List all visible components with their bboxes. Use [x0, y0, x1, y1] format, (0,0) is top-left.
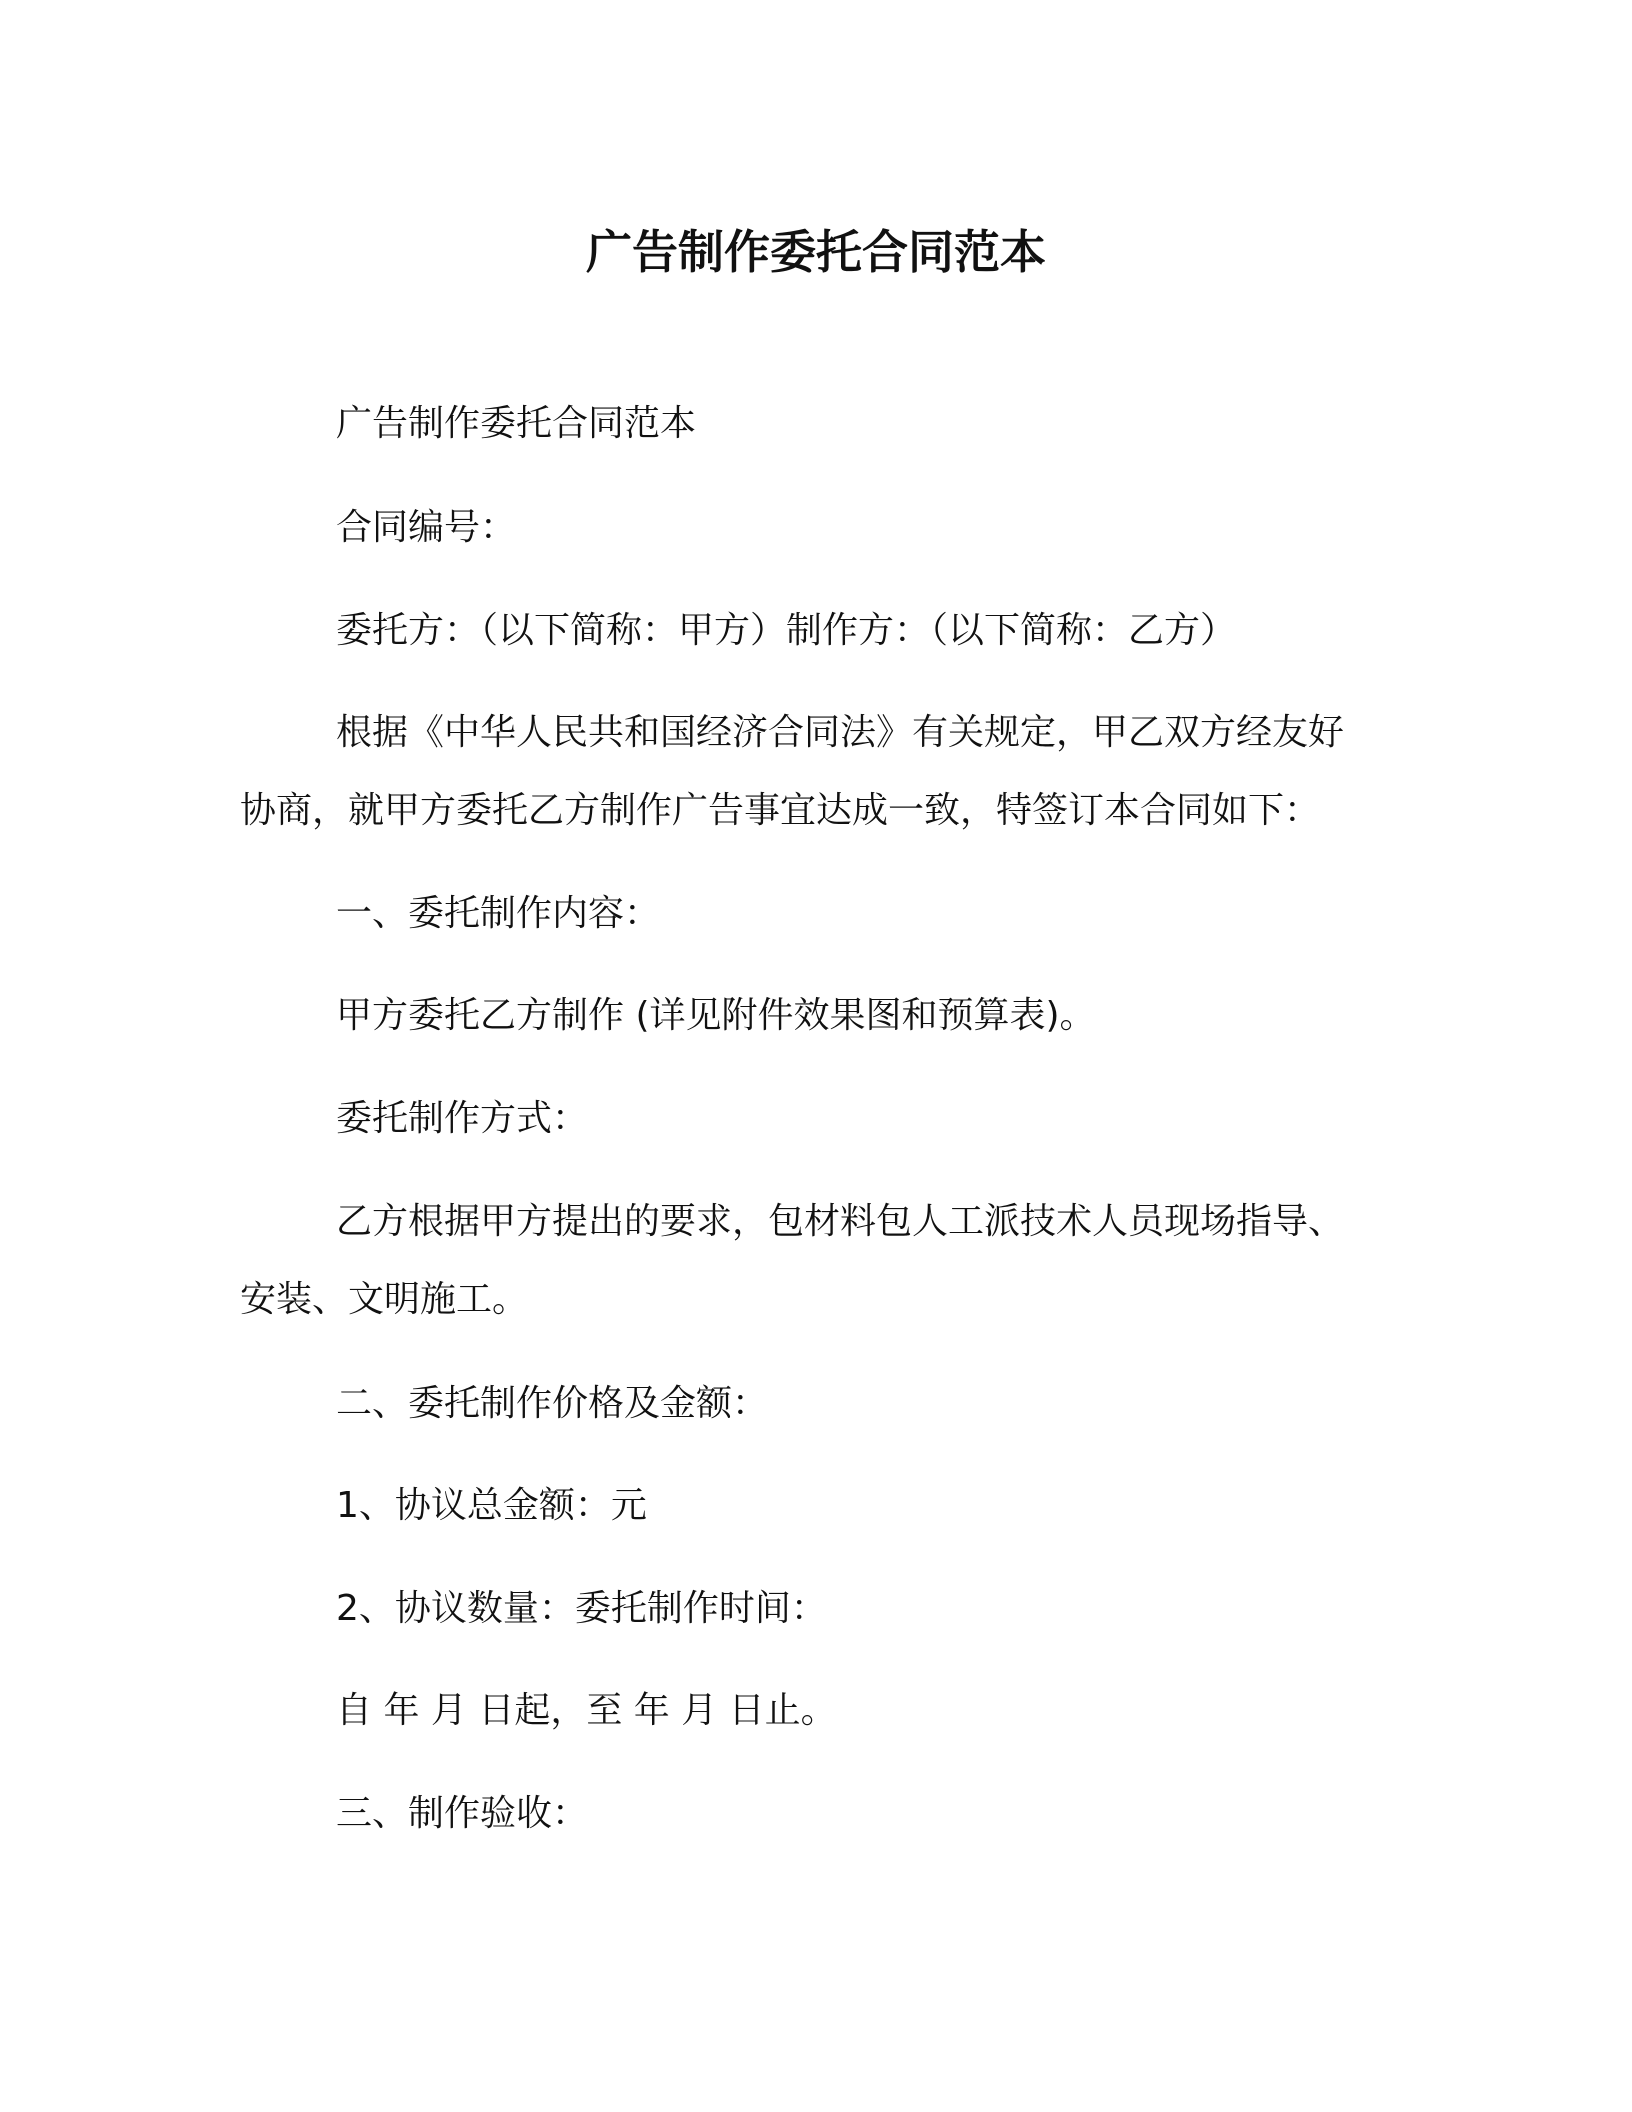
paragraph-preamble: [240, 694, 1390, 850]
paragraph-quantity-time: 2、协议数量：委托制作时间：: [336, 1588, 827, 1629]
section-heading-1: 一、委托制作内容：: [336, 893, 661, 934]
paragraph-content-detail: 甲方委托乙方制作 (详见附件效果图和预算表)。: [336, 995, 1096, 1036]
paragraph-preamble-line-2: 协商，就甲方委托乙方制作广告事宜达成一致，特签订本合同如下：: [240, 790, 1321, 831]
paragraph-parties: 委托方：（以下简称：甲方）制作方：（以下简称：乙方）: [336, 610, 1237, 651]
document-title: 广告制作委托合同范本: [586, 225, 1046, 279]
paragraph-total-amount: 1、协议总金额：元: [336, 1485, 647, 1526]
section-heading-3: 三、制作验收：: [336, 1793, 589, 1834]
paragraph-method-line-2: 安装、文明施工。: [240, 1279, 529, 1320]
paragraph-date-range: 自 年 月 日起，至 年 月 日止。: [336, 1690, 837, 1731]
section-heading-2: 二、委托制作价格及金额：: [336, 1383, 769, 1424]
paragraph-method-line-1: 乙方根据甲方提出的要求，包材料包人工派技术人员现场指导、: [336, 1201, 1345, 1242]
paragraph-preamble-line-1: 根据《中华人民共和国经济合同法》有关规定，甲乙双方经友好: [336, 712, 1345, 753]
paragraph-contract-number: 合同编号：: [336, 507, 517, 548]
paragraph-method-detail: [240, 1183, 1390, 1339]
paragraph-method-heading: 委托制作方式：: [336, 1098, 589, 1139]
paragraph-subtitle: 广告制作委托合同范本: [336, 403, 697, 444]
